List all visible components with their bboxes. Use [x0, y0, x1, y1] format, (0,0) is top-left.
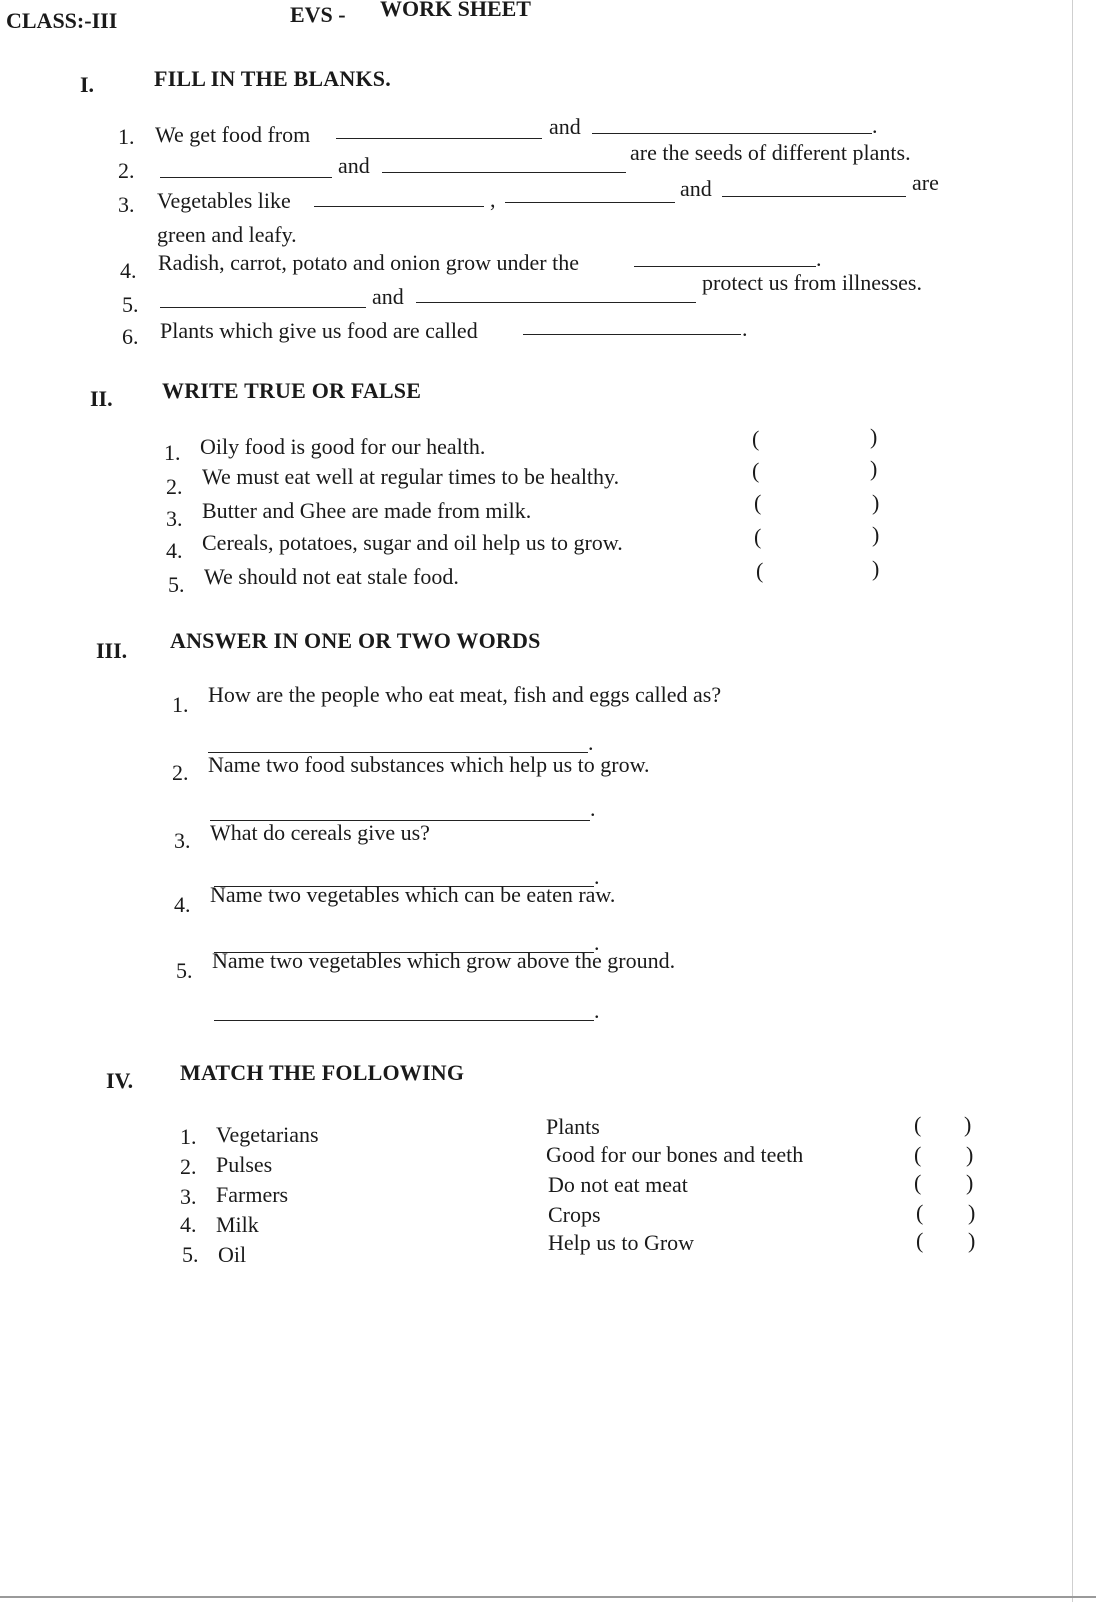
tf-3-text: Butter and Ghee are made from milk.	[202, 498, 532, 523]
section-2-number: II.	[90, 386, 113, 411]
match-1-open: (	[914, 1112, 922, 1137]
fill-q3-blank-1[interactable]	[314, 206, 484, 207]
match-4-open: (	[916, 1200, 924, 1225]
short-q5-end: .	[594, 998, 600, 1023]
section-3-title: ANSWER IN ONE OR TWO WORDS	[170, 628, 541, 653]
short-q3-number: 3.	[174, 828, 191, 853]
tf-2-answer-slot[interactable]	[770, 458, 866, 482]
fill-q3-number: 3.	[118, 192, 135, 217]
match-3-close: )	[966, 1170, 974, 1195]
match-left-3-number: 3.	[180, 1184, 197, 1209]
tf-5-text: We should not eat stale food.	[204, 564, 459, 589]
short-q3-end: .	[594, 864, 600, 889]
match-4-answer-slot[interactable]	[932, 1200, 962, 1224]
short-q2-text: Name two food substances which help us to grow.	[208, 752, 650, 777]
match-left-2-text: Pulses	[216, 1152, 273, 1177]
tf-1-number: 1.	[164, 440, 181, 465]
tf-2-text: We must eat well at regular times to be healthy.	[202, 464, 620, 489]
tf-3-close: )	[872, 490, 880, 515]
section-3-number: III.	[96, 638, 128, 663]
match-2-close: )	[966, 1142, 974, 1167]
tf-3-open: (	[754, 490, 762, 515]
fill-q4-text: Radish, carrot, potato and onion grow under the	[158, 250, 579, 275]
fill-q2-blank-2[interactable]	[382, 172, 626, 173]
match-4-close: )	[968, 1200, 976, 1225]
tf-1-answer-slot[interactable]	[770, 426, 866, 450]
tf-2-number: 2.	[166, 474, 183, 499]
tf-5-number: 5.	[168, 572, 185, 597]
section-1-number: I.	[80, 72, 95, 97]
fill-q1-and: and	[549, 114, 581, 139]
match-left-1-text: Vegetarians	[216, 1122, 319, 1147]
short-q4-number: 4.	[174, 892, 191, 917]
tf-3-answer-slot[interactable]	[772, 490, 868, 514]
tf-5-close: )	[872, 556, 880, 581]
tf-4-open: (	[754, 524, 762, 549]
fill-q2-text: are the seeds of different plants.	[630, 140, 911, 165]
fill-q3-comma: ,	[490, 187, 496, 212]
fill-q6-number: 6.	[122, 324, 139, 349]
match-left-4-text: Milk	[216, 1212, 259, 1237]
tf-4-answer-slot[interactable]	[772, 524, 868, 548]
tf-4-text: Cereals, potatoes, sugar and oil help us to grow.	[202, 530, 623, 555]
class-label: CLASS:-III	[6, 8, 118, 33]
match-1-answer-slot[interactable]	[930, 1112, 960, 1136]
fill-q1-number: 1.	[118, 124, 135, 149]
match-right-5: Help us to Grow	[548, 1230, 695, 1255]
scan-bottom-line	[0, 1596, 1096, 1598]
short-q3-text: What do cereals give us?	[210, 820, 430, 845]
fill-q1-end: .	[872, 113, 878, 138]
fill-q3-and: and	[680, 176, 712, 201]
fill-q3-blank-3[interactable]	[722, 196, 906, 197]
section-1-title: FILL IN THE BLANKS.	[154, 66, 391, 91]
fill-q3-text: Vegetables like	[157, 188, 291, 213]
scan-edge-line	[1072, 0, 1073, 1602]
fill-q4-number: 4.	[120, 258, 137, 283]
match-left-1-number: 1.	[180, 1124, 197, 1149]
short-q1-end: .	[588, 730, 594, 755]
match-right-4: Crops	[548, 1202, 601, 1227]
match-2-answer-slot[interactable]	[930, 1142, 960, 1166]
fill-q3-continuation: green and leafy.	[157, 222, 297, 247]
fill-q1-blank-1[interactable]	[336, 138, 542, 139]
section-4-number: IV.	[106, 1068, 134, 1093]
match-3-open: (	[914, 1170, 922, 1195]
tf-1-text: Oily food is good for our health.	[200, 434, 486, 459]
fill-q6-text: Plants which give us food are called	[160, 318, 478, 343]
worksheet-title: WORK SHEET	[380, 0, 531, 21]
tf-2-close: )	[870, 456, 878, 481]
match-left-4-number: 4.	[180, 1212, 197, 1237]
match-left-3-text: Farmers	[216, 1182, 289, 1207]
short-q1-number: 1.	[172, 692, 189, 717]
short-q4-end: .	[594, 930, 600, 955]
fill-q4-end: .	[816, 246, 822, 271]
tf-1-open: (	[752, 426, 760, 451]
match-left-2-number: 2.	[180, 1154, 197, 1179]
match-right-1: Plants	[546, 1114, 600, 1139]
fill-q1-blank-2[interactable]	[592, 133, 872, 134]
tf-5-answer-slot[interactable]	[774, 558, 870, 582]
short-q4-text: Name two vegetables which can be eaten raw.	[210, 882, 616, 907]
fill-q5-blank-1[interactable]	[160, 307, 366, 308]
match-3-answer-slot[interactable]	[930, 1170, 960, 1194]
fill-q5-text: protect us from illnesses.	[702, 270, 922, 295]
match-5-open: (	[916, 1228, 924, 1253]
fill-q1-text: We get food from	[155, 122, 311, 147]
fill-q6-end: .	[742, 316, 748, 341]
section-2-title: WRITE TRUE OR FALSE	[162, 378, 422, 403]
fill-q3-are: are	[912, 170, 939, 195]
tf-4-close: )	[872, 522, 880, 547]
short-q1-text: How are the people who eat meat, fish and eggs called as?	[208, 682, 722, 707]
match-left-5-text: Oil	[218, 1242, 247, 1267]
short-q2-number: 2.	[172, 760, 189, 785]
tf-5-open: (	[756, 558, 764, 583]
tf-2-open: (	[752, 458, 760, 483]
fill-q4-blank[interactable]	[634, 266, 816, 267]
tf-4-number: 4.	[166, 538, 183, 563]
match-right-3: Do not eat meat	[548, 1172, 688, 1197]
tf-3-number: 3.	[166, 506, 183, 531]
tf-1-close: )	[870, 424, 878, 449]
match-right-2: Good for our bones and teeth	[546, 1142, 804, 1167]
fill-q5-number: 5.	[122, 292, 139, 317]
short-q2-end: .	[590, 796, 596, 821]
fill-q5-blank-2[interactable]	[416, 302, 696, 303]
match-5-answer-slot[interactable]	[932, 1228, 962, 1252]
fill-q5-and: and	[372, 284, 404, 309]
match-left-5-number: 5.	[182, 1242, 199, 1267]
short-q5-text: Name two vegetables which grow above the ground.	[212, 948, 676, 973]
fill-q6-blank[interactable]	[523, 334, 741, 335]
short-q5-answer-line[interactable]	[214, 1020, 594, 1021]
section-4-title: MATCH THE FOLLOWING	[180, 1060, 465, 1085]
match-5-close: )	[968, 1228, 976, 1253]
match-2-open: (	[914, 1142, 922, 1167]
fill-q2-and: and	[338, 153, 370, 178]
short-q5-number: 5.	[176, 958, 193, 983]
fill-q2-number: 2.	[118, 158, 135, 183]
subject-label: EVS -	[290, 2, 346, 27]
fill-q2-blank-1[interactable]	[160, 177, 332, 178]
fill-q3-blank-2[interactable]	[505, 202, 675, 203]
match-1-close: )	[964, 1112, 972, 1137]
